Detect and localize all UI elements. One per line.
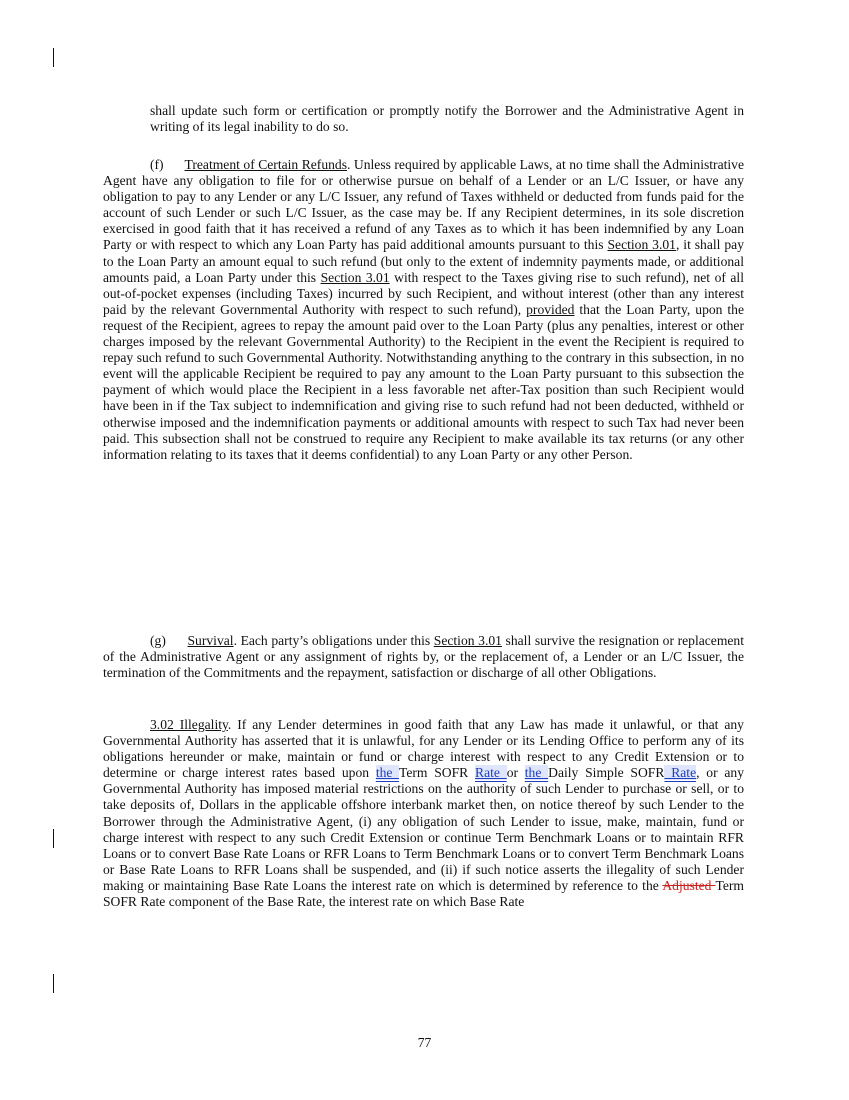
- section-3-02-text-5: , or any Governmental Authority has imposed material restrictions on the authority of such Lender to purchase or sell, or to take deposits of, Dollars in the applicable offshore interbank market then, on notice thereof by such Lender to the Borrower through the Administrative Agent, (i) any obligation of such Lender to issue, make, maintain, fund or charge interest with respect to any such Credit Extension or continue Term Benchmark Loans or to maintain RFR Loans or to convert Base Rate Loans or RFR Loans to Term Benchmark Loans or to convert Term Benchmark Loans or Base Rate Loans to RFR Loans shall be suspended, and (ii) if such notice asserts the illegality of such Lender making or maintaining Base Rate Loans the interest rate on which is determined by reference to the: [103, 765, 744, 893]
- paragraph-f-text-4: that the Loan Party, upon the request of the Recipient, agrees to repay the amount paid over to the Loan Party (plus any penalties, interest or other charges imposed by the relevant Governmental Authority) to the Recipient in the event the Recipient is required to repay such refund to such Governmental Authority. Notwithstanding anything to the contrary in this subsection, in no event will the applicable Recipient be required to pay any amount to the Loan Party pursuant to this subsection the payment of which would place the Recipient in a less favorable net after-Tax position than such Recipient would have been in if the Tax subject to indemnification and giving rise to such refund had not been deducted, withheld or otherwise imposed and the indemnification payments or additional amounts with respect to such Tax had never been paid. This subsection shall not be construed to require any Recipient to make available its tax returns (or any other information relating to its taxes that it deems confidential) to any Loan Party or any other Person.: [103, 301, 745, 462]
- paragraph-f-label: (f): [150, 157, 164, 172]
- section-3-02-text-1: . If any Lender determines in good faith that any Law has made it unlawful, or that any Governmental Authority has asserted that it is unlawful, for any Lender or its Lending Office to perform any of its obligations hereunder or make, maintain or fund or charge interest with respect to any Credit Extension or to determine or charge interest rates based upon: [103, 717, 744, 781]
- inserted-text: Rate: [664, 765, 697, 781]
- section-3-02: [103, 717, 744, 910]
- section-3-02-text-6: Term SOFR Rate component of the Base Rate, the interest rate on which Base Rate: [103, 877, 744, 910]
- page-number: 77: [417, 1035, 432, 1050]
- section-3-02-text-3: or: [506, 765, 525, 781]
- section-ref: Section 3.01: [320, 269, 390, 285]
- paragraph-g-text-1: . Each party’s obligations under this: [233, 633, 434, 648]
- paragraph-g: [103, 633, 744, 681]
- section-ref: Section 3.01: [433, 633, 502, 648]
- change-bar-top: [53, 48, 54, 67]
- paragraph-g-text-2: shall survive the resignation or replacement of the Administrative Agent or any assignment of rights by, or the replacement of, a Lender or an L/C Issuer, the termination of the Commitments and the repayment, satisfaction or discharge of all other Obligations.: [103, 633, 744, 681]
- section-3-02-heading: 3.02 Illegality: [150, 717, 228, 732]
- paragraph-f-text-3: with respect to the Taxes giving rise to such refund), net of all out-of-pocket expenses (including Taxes) incurred by such Recipient, and without interest (other than any interest paid by the relevant Governmental Authority with respect to such refund),: [103, 269, 744, 317]
- paragraph-f-text-2: , it shall pay to the Loan Party an amount equal to such refund (but only to the extent of indemnity payments made, or additional amounts paid, a Loan Party under this: [103, 237, 744, 285]
- section-ref: Section 3.01: [607, 237, 676, 253]
- change-bar-mid: [53, 829, 54, 848]
- inserted-text: the: [524, 765, 549, 781]
- section-3-02-text-4: Daily Simple SOFR: [548, 765, 665, 781]
- inserted-text: the: [375, 765, 399, 781]
- intro-text: shall update such form or certification or promptly notify the Borrower and the Administrative Agent in writing of its legal inability to do so.: [150, 103, 744, 135]
- paragraph-f-heading: Treatment of Certain Refunds: [184, 157, 348, 172]
- intro-paragraph: [103, 103, 744, 135]
- paragraph-f-text-1: . Unless required by applicable Laws, at no time shall the Administrative Agent have any obligation to file for or otherwise pursue on behalf of a Lender or an L/C Issuer, or have any obligation to pay to any Lender or any L/C Issuer, any refund of Taxes withheld or deducted from funds paid for the account of such Lender or such L/C Issuer, as the case may be. If any Recipient determines, in its sole discretion exercised in good faith that it has received a refund of any Taxes as to which it has been indemnified by any Loan Party or with respect to which any Loan Party has paid additional amounts pursuant to this: [103, 157, 745, 253]
- inserted-text: Rate: [475, 765, 507, 781]
- deleted-text: Adjusted: [662, 877, 716, 893]
- provided-term: provided: [526, 301, 575, 317]
- paragraph-g-label: (g): [150, 633, 166, 648]
- section-3-02-text-2: Term SOFR: [398, 765, 475, 781]
- paragraph-f: [103, 157, 744, 463]
- change-bar-bottom: [53, 974, 54, 993]
- paragraph-g-heading: Survival: [187, 633, 234, 648]
